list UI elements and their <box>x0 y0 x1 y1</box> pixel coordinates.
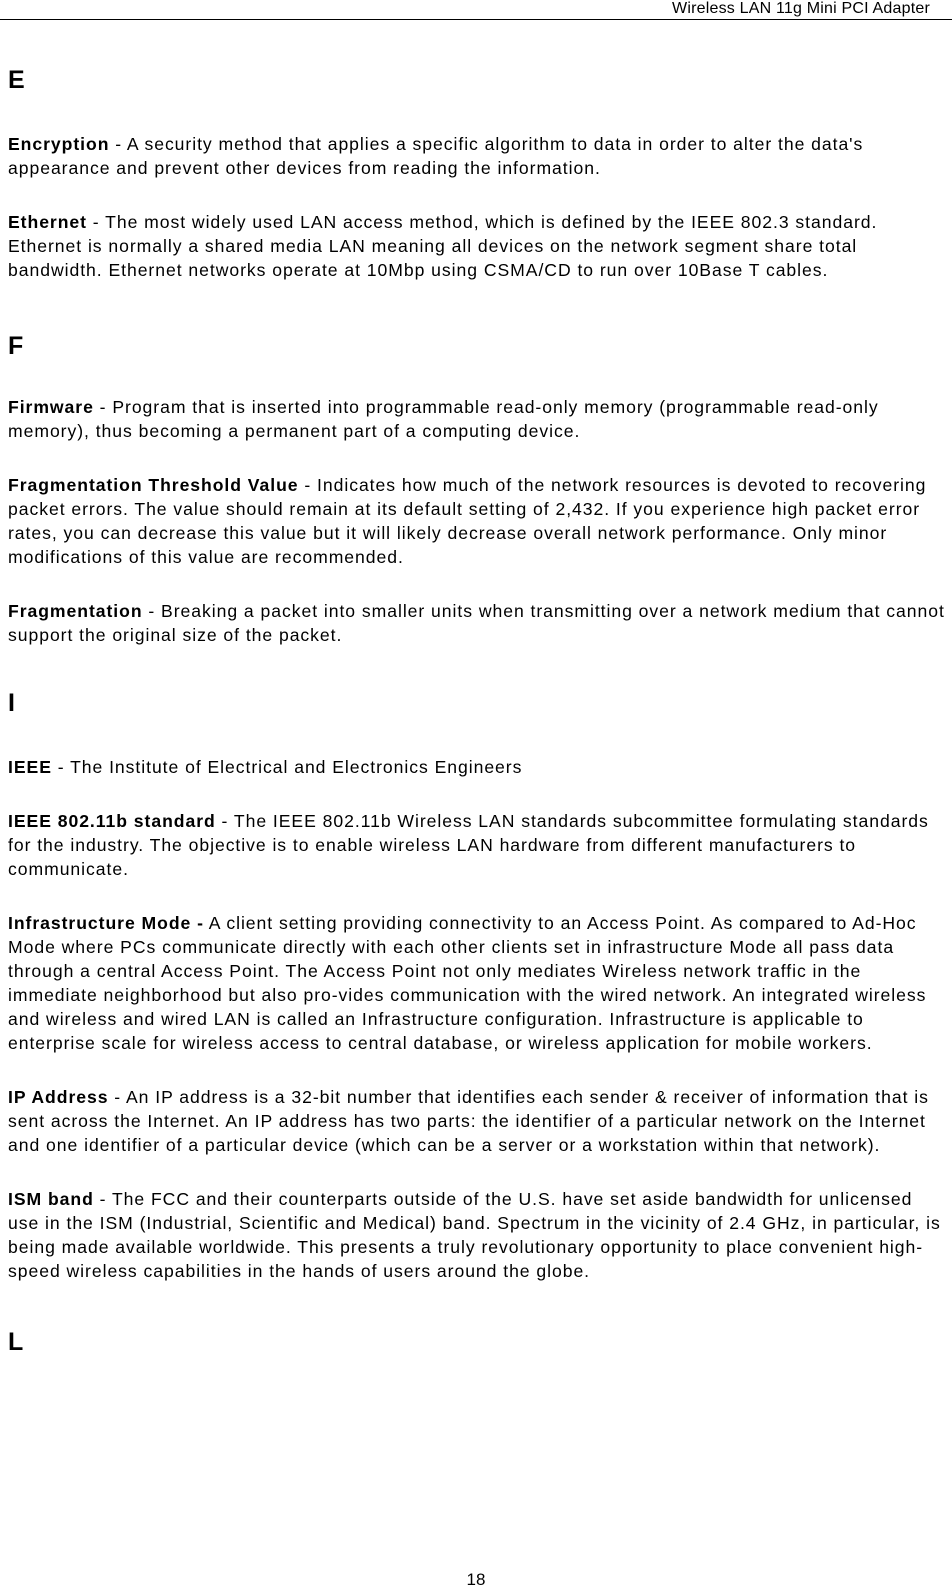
glossary-definition: The IEEE 802.11b Wireless LAN standards subcommittee formulating standards for the industry. The objective is to enable wireless LAN hardware from different manufacturers to communicate. <box>8 811 929 879</box>
glossary-term: Ethernet <box>8 212 87 232</box>
term-separator: - <box>215 811 234 831</box>
term-separator: - <box>109 134 127 154</box>
glossary-entry-firmware <box>8 395 948 443</box>
glossary-entry-fragmentation-threshold <box>8 473 948 569</box>
glossary-entry-fragmentation <box>8 599 948 647</box>
page-number: 18 <box>466 1570 486 1589</box>
glossary-entry-ip-address <box>8 1085 948 1157</box>
glossary-term: Firmware <box>8 397 94 417</box>
term-separator: - <box>93 1189 112 1209</box>
glossary-term: Infrastructure Mode - <box>8 913 204 933</box>
glossary-entry-ieee-80211b <box>8 809 948 881</box>
glossary-entry-encryption <box>8 132 948 180</box>
glossary-term: Fragmentation <box>8 601 143 621</box>
glossary-definition: The most widely used LAN access method, which is defined by the IEEE 802.3 standard. Ethernet is normally a shared media LAN meaning all devices on the network segment share total bandwidth. Ethernet networks operate at 10Mbp using CSMA/CD to run over 10Base T cables. <box>8 212 878 280</box>
glossary-definition: A security method that applies a specific algorithm to data in order to alter the data's appearance and prevent other devices from reading the information. <box>8 134 864 178</box>
section-letter-i: I <box>8 689 16 717</box>
glossary-definition: Breaking a packet into smaller units when transmitting over a network medium that cannot support the original size of the packet. <box>8 601 945 645</box>
section-letter-f: F <box>8 332 24 360</box>
glossary-definition: Program that is inserted into programmable read-only memory (programmable read-only memory), thus becoming a permanent part of a computing device. <box>8 397 879 441</box>
term-separator: - <box>298 475 318 495</box>
section-letter-l: L <box>8 1328 24 1356</box>
glossary-entry-ieee <box>8 755 948 779</box>
page-header <box>0 0 952 20</box>
glossary-term: Encryption <box>8 134 110 154</box>
glossary-content <box>8 65 948 1357</box>
glossary-definition: Indicates how much of the network resources is devoted to recovering packet errors. The value should remain at its default setting of 2,432. If you experience high packet error rates, you can decrease this value but it will likely decrease overall network performance. Only minor modifications of this value are recommended. <box>8 475 927 567</box>
glossary-entry-ethernet <box>8 210 948 282</box>
glossary-definition: The FCC and their counterparts outside of the U.S. have set aside bandwidth for unlicensed use in the ISM (Industrial, Scientific and Medical) band. Spectrum in the vicinity of 2.4 GHz, in particular, is being made available worldwide. This presents a truly revolutionary opportunity to place convenient high-speed wireless capabilities in the hands of users around the globe. <box>8 1189 941 1281</box>
term-separator: - <box>86 212 106 232</box>
glossary-definition: The Institute of Electrical and Electronics Engineers <box>70 757 523 777</box>
term-separator: - <box>142 601 162 621</box>
glossary-definition: A client setting providing connectivity to an Access Point. As compared to Ad-Hoc Mode where PCs communicate directly with each other clients set in infrastructure Mode all pass data through a central Access Point. The Access Point not only mediates Wireless network traffic in the immediate neighborhood but also pro-vides communication with the wired network. An integrated wireless and wireless and wired LAN is called an Infrastructure configuration. Infrastructure is applicable to enterprise scale for wireless access to central database, or wireless application for mobile workers. <box>8 913 927 1053</box>
term-separator: - <box>51 757 71 777</box>
glossary-entry-ism-band <box>8 1187 948 1283</box>
term-separator: - <box>108 1087 126 1107</box>
glossary-term: IEEE 802.11b standard <box>8 811 216 831</box>
section-letter-e: E <box>8 66 26 94</box>
document-title: Wireless LAN 11g Mini PCI Adapter <box>672 0 930 17</box>
glossary-definition: An IP address is a 32-bit number that identifies each sender & receiver of information that is sent across the Internet. An IP address has two parts: the identifier of a particular network on the Internet and one identifier of a particular device (which can be a server or a workstation within that network). <box>8 1087 929 1155</box>
glossary-term: IEEE <box>8 757 52 777</box>
glossary-term: Fragmentation Threshold Value <box>8 475 299 495</box>
term-separator: - <box>93 397 113 417</box>
glossary-entry-infrastructure-mode <box>8 911 948 1055</box>
glossary-term: ISM band <box>8 1189 94 1209</box>
glossary-term: IP Address <box>8 1087 109 1107</box>
